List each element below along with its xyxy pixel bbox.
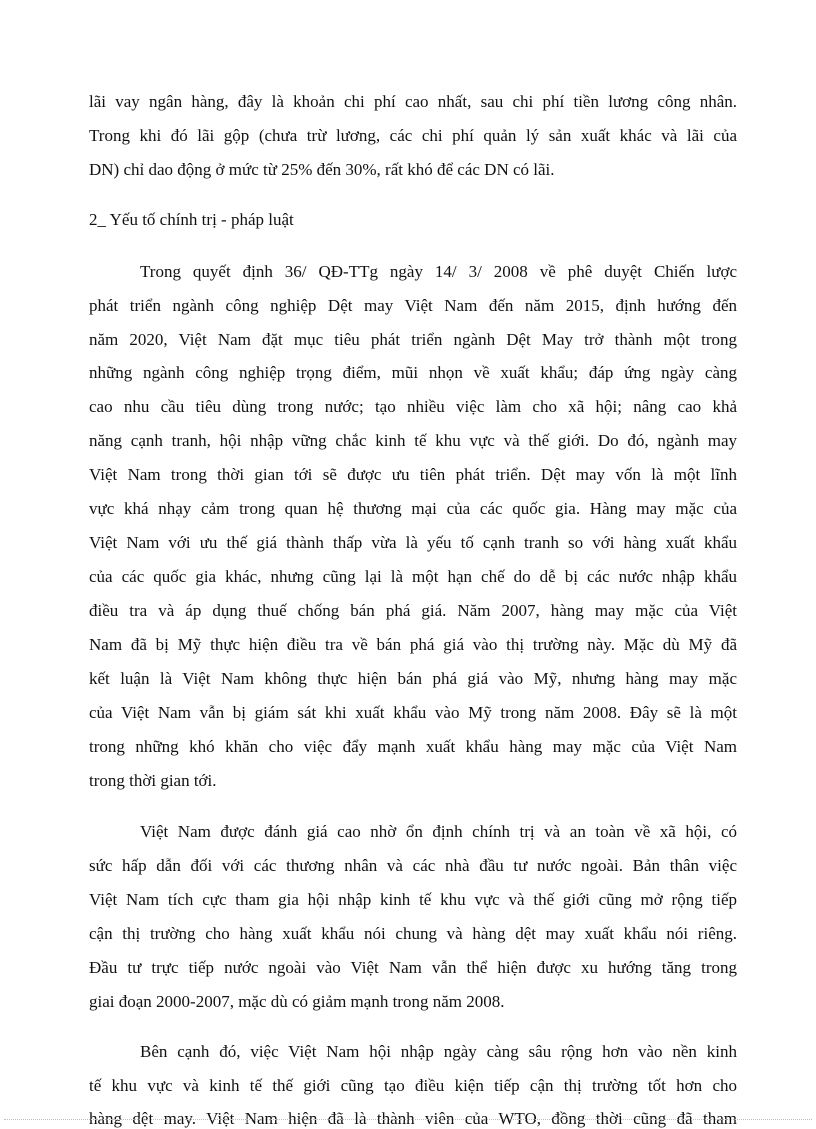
paragraph-line: Đầu tư trực tiếp nước ngoài vào Việt Nam vẫn thể hiện được xu hướng tăng trong <box>89 958 737 977</box>
paragraph-line: kết luận là Việt Nam không thực hiện bán phá giá vào Mỹ, nhưng hàng may mặc <box>89 669 737 688</box>
paragraph-line: Việt Nam trong thời gian tới sẽ được ưu tiên phát triển. Dệt may vốn là một lĩnh <box>89 465 737 484</box>
paragraph-line: Trong quyết định 36/ QĐ-TTg ngày 14/ 3/ 2008 về phê duyệt Chiến lược <box>140 262 737 281</box>
paragraph-line: cận thị trường cho hàng xuất khẩu nói chung và hàng dệt may xuất khẩu nói riêng. <box>89 924 737 943</box>
paragraph-line: trong những khó khăn cho việc đẩy mạnh xuất khẩu hàng may mặc của Việt Nam <box>89 737 737 756</box>
paragraph-line: Việt Nam được đánh giá cao nhờ ổn định chính trị và an toàn về xã hội, có <box>140 822 737 841</box>
paragraph-line: của Việt Nam vẫn bị giám sát khi xuất khẩu vào Mỹ trong năm 2008. Đây sẽ là một <box>89 703 737 722</box>
paragraph-line: vực khá nhạy cảm trong quan hệ thương mại của các quốc gia. Hàng may mặc của <box>89 499 737 518</box>
paragraph-line: giai đoạn 2000-2007, mặc dù có giảm mạnh trong năm 2008. <box>89 992 505 1011</box>
page-edge-divider <box>4 1119 812 1120</box>
paragraph-line: lãi vay ngân hàng, đây là khoản chi phí cao nhất, sau chi phí tiền lương công nhân. <box>89 92 737 111</box>
paragraph-line: hàng dệt may. Việt Nam hiện đã là thành viên của WTO, đồng thời cũng đã tham <box>89 1109 737 1128</box>
paragraph-line: Bên cạnh đó, việc Việt Nam hội nhập ngày càng sâu rộng hơn vào nền kinh <box>140 1042 737 1061</box>
paragraph-line: những ngành công nghiệp trọng điểm, mũi nhọn về xuất khẩu; đáp ứng ngày càng <box>89 363 737 382</box>
paragraph-line: Nam đã bị Mỹ thực hiện điều tra về bán phá giá vào thị trường này. Mặc dù Mỹ đã <box>89 635 737 654</box>
paragraph-line: năng cạnh tranh, hội nhập vững chắc kinh tế khu vực và thế giới. Do đó, ngành may <box>89 431 737 450</box>
paragraph-line: điều tra và áp dụng thuế chống bán phá giá. Năm 2007, hàng may mặc của Việt <box>89 601 737 620</box>
paragraph-line: DN) chỉ dao động ở mức từ 25% đến 30%, rất khó để các DN có lãi. <box>89 160 555 179</box>
paragraph-line: Việt Nam với ưu thế giá thành thấp vừa là yếu tố cạnh tranh so với hàng xuất khẩu <box>89 533 737 552</box>
paragraph-line: Trong khi đó lãi gộp (chưa trừ lương, các chi phí quản lý sản xuất khác và lãi của <box>89 126 737 145</box>
paragraph-line: tế khu vực và kinh tế thế giới cũng tạo điều kiện tiếp cận thị trường tốt hơn cho <box>89 1076 737 1095</box>
paragraph-line: của các quốc gia khác, nhưng cũng lại là một hạn chế do dễ bị các nước nhập khẩu <box>89 567 737 586</box>
paragraph-line: năm 2020, Việt Nam đặt mục tiêu phát triển ngành Dệt May trở thành một trong <box>89 330 737 349</box>
paragraph-line: phát triển ngành công nghiệp Dệt may Việt Nam đến năm 2015, định hướng đến <box>89 296 737 315</box>
paragraph-line: cao nhu cầu tiêu dùng trong nước; tạo nhiều việc làm cho xã hội; nâng cao khả <box>89 397 737 416</box>
paragraph-line: sức hấp dẫn đối với các thương nhân và các nhà đầu tư nước ngoài. Bản thân việc <box>89 856 737 875</box>
paragraph-line: Việt Nam tích cực tham gia hội nhập kinh tế khu vực và thế giới cũng mở rộng tiếp <box>89 890 737 909</box>
section-heading: 2_ Yếu tố chính trị - pháp luật <box>89 210 294 229</box>
paragraph-line: trong thời gian tới. <box>89 771 217 790</box>
